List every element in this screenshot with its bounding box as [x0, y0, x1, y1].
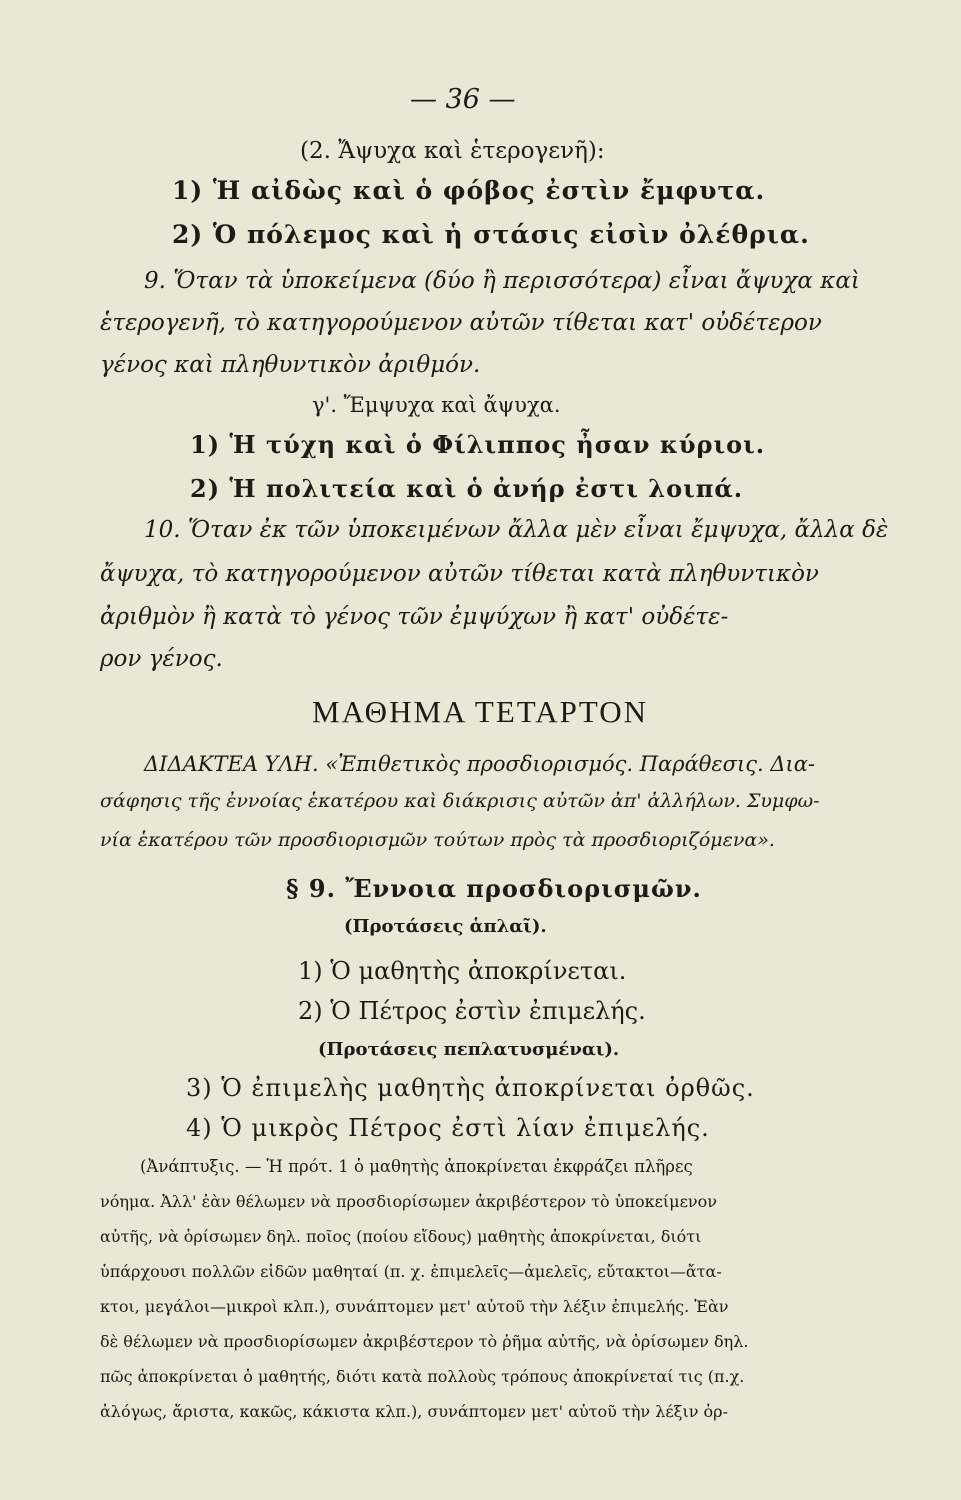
section-heading: § 9. Ἔννοια προσδιορισμῶν.	[286, 874, 702, 903]
explanation-line: δὲ θέλωμεν νὰ προσδιορίσωμεν ἀκριβέστερον τὸ ῥῆμα αὐτῆς, νὰ ὁρίσωμεν δηλ.	[100, 1332, 749, 1351]
example-line: 2) Ὁ πόλεμος καὶ ἡ στάσις εἰσὶν ὀλέθρια.	[172, 220, 810, 249]
syllabus-line: σάφησις τῆς ἐννοίας ἑκατέρου καὶ διάκρισις αὐτῶν ἀπ' ἀλλήλων. Συμφω-	[100, 790, 820, 812]
lesson-title: ΜΑΘΗΜΑ ΤΕΤΑΡΤΟΝ	[312, 694, 648, 729]
explanation-line: ὑπάρχουσι πολλῶν εἰδῶν μαθηταί (π. χ. ἐπιμελεῖς—ἀμελεῖς, εὔτακτοι—ἄτα-	[100, 1262, 722, 1281]
explanation-line: (Ἀνάπτυξις. — Ἡ πρότ. 1 ὁ μαθητὴς ἀποκρίνεται ἐκφράζει πλῆρες	[140, 1157, 693, 1176]
rule-line: ρον γένος.	[100, 646, 223, 672]
example-line: 2) Ὁ Πέτρος ἐστὶν ἐπιμελής.	[298, 997, 646, 1025]
explanation-line: πῶς ἀποκρίνεται ὁ μαθητής, διότι κατὰ πολλοὺς τρόπους ἀποκρίνεταί τις (π.χ.	[100, 1367, 745, 1386]
rule-line: ἀριθμὸν ἢ κατὰ τὸ γένος τῶν ἐμψύχων ἢ κατ' οὐδέτε-	[100, 604, 729, 630]
rule-line: ἑτερογενῆ, τὸ κατηγορούμενον αὐτῶν τίθεται κατ' οὐδέτερον	[100, 310, 822, 336]
example-line: 4) Ὁ μικρὸς Πέτρος ἐστὶ λίαν ἐπιμελής.	[186, 1114, 710, 1142]
example-line: 1) Ἡ αἰδὼς καὶ ὁ φόβος ἐστὶν ἔμφυτα.	[172, 176, 766, 205]
rule-line: ἄψυχα, τὸ κατηγορούμενον αὐτῶν τίθεται κατὰ πληθυντικὸν	[100, 561, 819, 587]
subheading-line: (Προτάσεις ἁπλαῖ).	[344, 916, 547, 937]
example-line: 2) Ἡ πολιτεία καὶ ὁ ἀνήρ ἐστι λοιπά.	[190, 474, 744, 503]
example-line: 1) Ὁ μαθητὴς ἀποκρίνεται.	[298, 957, 627, 985]
subheading-line: (2. Ἄψυχα καὶ ἑτερογενῆ):	[300, 138, 605, 164]
rule-line: 10. Ὅταν ἐκ τῶν ὑποκειμένων ἄλλα μὲν εἶναι ἔμψυχα, ἄλλα δὲ	[144, 517, 889, 543]
syllabus-line: νία ἑκατέρου τῶν προσδιορισμῶν τούτων πρὸς τὰ προσδιοριζόμενα».	[100, 829, 775, 851]
rule-line: γένος καὶ πληθυντικὸν ἀριθμόν.	[100, 352, 481, 378]
rule-line: 9. Ὅταν τὰ ὑποκείμενα (δύο ἢ περισσότερα) εἶναι ἄψυχα καὶ	[144, 268, 860, 294]
explanation-line: ἀλόγως, ἄριστα, κακῶς, κάκιστα κλπ.), συνάπτομεν μετ' αὐτοῦ τὴν λέξιν ὀρ-	[100, 1402, 728, 1421]
explanation-line: κτοι, μεγάλοι—μικροὶ κλπ.), συνάπτομεν μετ' αὐτοῦ τὴν λέξιν ἐπιμελής. Ἐὰν	[100, 1297, 729, 1316]
example-line: 3) Ὁ ἐπιμελὴς μαθητὴς ἀποκρίνεται ὀρθῶς.	[186, 1074, 755, 1102]
syllabus-line: ΔΙΔΑΚΤΕΑ ΥΛΗ. «Ἐπιθετικὸς προσδιορισμός. Παράθεσις. Δια-	[144, 752, 816, 776]
page-number: — 36 —	[410, 84, 516, 115]
example-line: 1) Ἡ τύχη καὶ ὁ Φίλιππος ἦσαν κύριοι.	[190, 430, 766, 459]
subheading-line: γ'. Ἔμψυχα καὶ ἄψυχα.	[312, 393, 561, 417]
explanation-line: αὐτῆς, νὰ ὁρίσωμεν δηλ. ποῖος (ποίου εἴδους) μαθητὴς ἀποκρίνεται, διότι	[100, 1227, 702, 1246]
subheading-line: (Προτάσεις πεπλατυσμέναι).	[318, 1039, 620, 1060]
explanation-line: νόημα. Ἀλλ' ἐὰν θέλωμεν νὰ προσδιορίσωμεν ἀκριβέστερον τὸ ὑποκείμενον	[100, 1192, 717, 1211]
